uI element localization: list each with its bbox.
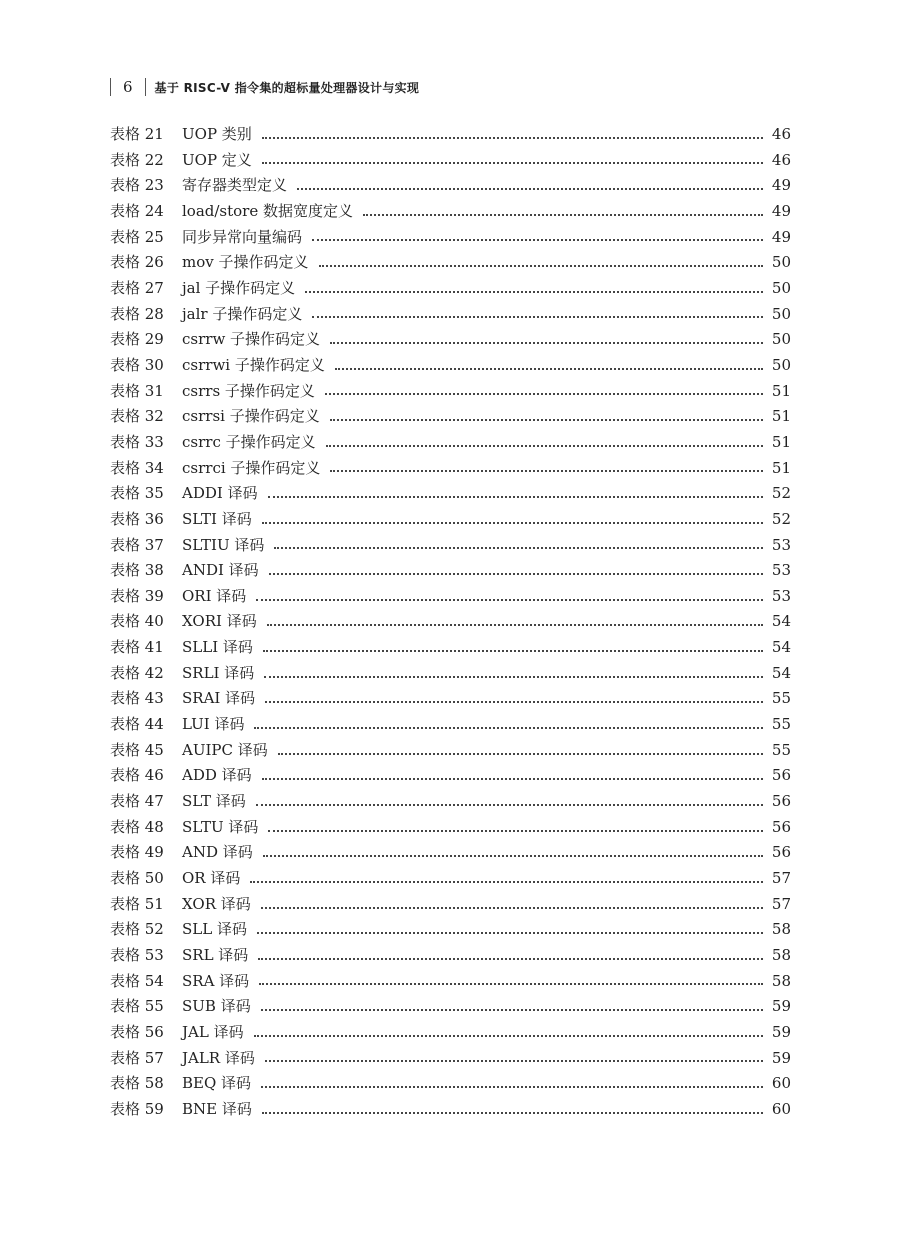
table-number: 表格 56 [110, 1022, 164, 1041]
table-of-tables [110, 122, 791, 1123]
table-caption: csrrw 子操作码定义 [182, 330, 321, 349]
dot-leader [262, 1112, 763, 1114]
page-reference: 51 [771, 432, 791, 451]
page-reference: 58 [771, 971, 791, 990]
page-reference: 57 [771, 894, 791, 913]
table-number: 表格 21 [110, 125, 164, 143]
page-reference: 56 [771, 766, 791, 785]
page-reference: 53 [771, 561, 791, 580]
dot-leader [363, 214, 763, 216]
table-caption: SLTI 译码 [182, 509, 252, 528]
dot-leader [269, 573, 763, 575]
toc-entry[interactable] [110, 507, 791, 533]
toc-entry[interactable] [110, 225, 791, 251]
page-reference: 49 [771, 201, 791, 220]
dot-leader [319, 265, 764, 267]
page-reference: 49 [771, 227, 791, 246]
table-number: 表格 55 [110, 997, 164, 1016]
toc-entry[interactable] [110, 456, 791, 482]
page-reference: 50 [771, 304, 791, 323]
page-reference: 49 [771, 176, 791, 195]
table-caption: ADD 译码 [182, 766, 252, 785]
table-number: 表格 42 [110, 663, 164, 682]
table-number: 表格 22 [110, 150, 164, 169]
page-reference: 51 [771, 458, 791, 477]
table-caption: BNE 译码 [182, 1099, 252, 1118]
dot-leader [261, 1086, 763, 1088]
page-reference: 56 [771, 817, 791, 836]
table-caption: csrrwi 子操作码定义 [182, 355, 325, 374]
page-reference: 54 [771, 612, 791, 631]
page-reference: 55 [771, 740, 791, 759]
table-number: 表格 28 [110, 304, 164, 323]
table-number: 表格 37 [110, 535, 164, 554]
table-number: 表格 49 [110, 843, 164, 862]
dot-leader [250, 881, 763, 883]
dot-leader [262, 522, 763, 524]
table-caption: 同步异常向量编码 [182, 227, 303, 246]
dot-leader [262, 778, 763, 780]
page-reference: 52 [771, 484, 791, 503]
page-reference: 52 [771, 509, 791, 528]
toc-entry[interactable] [110, 404, 791, 430]
table-number: 表格 41 [110, 638, 164, 657]
toc-entry[interactable] [110, 1071, 791, 1097]
toc-entry[interactable] [110, 173, 791, 199]
table-number: 表格 30 [110, 355, 164, 374]
table-number: 表格 59 [110, 1099, 164, 1118]
toc-entry[interactable] [110, 430, 791, 456]
dot-leader [262, 162, 763, 164]
toc-entry[interactable] [110, 302, 791, 328]
dot-leader [257, 932, 763, 934]
dot-leader [267, 624, 763, 626]
dot-leader [278, 753, 763, 755]
table-caption: SLL 译码 [182, 920, 247, 939]
book-title: 基于 RISC-V 指令集的超标量处理器设计与实现 [154, 80, 420, 95]
table-number: 表格 34 [110, 458, 164, 477]
toc-entry[interactable] [110, 481, 791, 507]
table-number: 表格 57 [110, 1048, 164, 1067]
dot-leader [261, 1009, 763, 1011]
toc-entry[interactable] [110, 917, 791, 943]
page-reference: 46 [771, 150, 791, 169]
toc-entry[interactable] [110, 1097, 791, 1123]
table-caption: UOP 类别 [182, 125, 252, 143]
table-caption: ANDI 译码 [182, 561, 259, 580]
table-caption: SRAI 译码 [182, 689, 256, 708]
toc-entry[interactable] [110, 1046, 791, 1072]
table-caption: BEQ 译码 [182, 1074, 252, 1093]
toc-entry[interactable] [110, 892, 791, 918]
page-reference: 56 [771, 843, 791, 862]
toc-entry[interactable] [110, 738, 791, 764]
table-caption: UOP 定义 [182, 150, 252, 169]
table-number: 表格 45 [110, 740, 164, 759]
page-reference: 59 [771, 997, 791, 1016]
table-caption: SLT 译码 [182, 792, 246, 811]
running-header [110, 76, 419, 98]
dot-leader [258, 958, 763, 960]
page-reference: 56 [771, 792, 791, 811]
toc-entry[interactable] [110, 969, 791, 995]
dot-leader [261, 907, 763, 909]
page-reference: 53 [771, 586, 791, 605]
toc-entry[interactable] [110, 533, 791, 559]
dot-leader [330, 470, 763, 472]
table-number: 表格 58 [110, 1074, 164, 1093]
toc-entry[interactable] [110, 327, 791, 353]
table-caption: ORI 译码 [182, 586, 247, 605]
dot-leader [259, 983, 763, 985]
table-number: 表格 29 [110, 330, 164, 349]
page-reference: 60 [771, 1099, 791, 1118]
table-caption: SLTU 译码 [182, 817, 259, 836]
table-caption: 寄存器类型定义 [182, 176, 288, 195]
dot-leader [263, 855, 763, 857]
table-number: 表格 26 [110, 253, 164, 272]
table-number: 表格 46 [110, 766, 164, 785]
table-caption: mov 子操作码定义 [182, 253, 309, 272]
table-number: 表格 40 [110, 612, 164, 631]
dot-leader [326, 445, 763, 447]
page-reference: 57 [771, 869, 791, 888]
table-caption: csrrci 子操作码定义 [182, 458, 321, 477]
table-caption: jal 子操作码定义 [182, 278, 296, 297]
table-caption: csrrc 子操作码定义 [182, 432, 316, 451]
table-caption: XOR 译码 [182, 894, 251, 913]
table-caption: ADDI 译码 [182, 484, 258, 503]
page-reference: 51 [771, 407, 791, 426]
toc-entry[interactable] [110, 558, 791, 584]
dot-leader [335, 368, 763, 370]
page-reference: 51 [771, 381, 791, 400]
dot-leader [312, 239, 763, 241]
page-reference: 60 [771, 1074, 791, 1093]
toc-entry[interactable] [110, 635, 791, 661]
dot-leader [330, 342, 763, 344]
table-caption: OR 译码 [182, 869, 241, 888]
toc-entry[interactable] [110, 276, 791, 302]
table-caption: csrrs 子操作码定义 [182, 381, 315, 400]
page-reference: 50 [771, 330, 791, 349]
table-caption: JAL 译码 [182, 1022, 244, 1041]
dot-leader [305, 291, 763, 293]
table-number: 表格 35 [110, 484, 164, 503]
table-caption: JALR 译码 [182, 1048, 255, 1067]
page-reference: 58 [771, 946, 791, 964]
dot-leader [265, 701, 763, 703]
dot-leader [330, 419, 763, 421]
page-reference: 53 [771, 535, 791, 554]
table-number: 表格 25 [110, 227, 164, 246]
toc-entry[interactable] [110, 763, 791, 789]
table-caption: load/store 数据宽度定义 [182, 201, 353, 220]
table-caption: SLLI 译码 [182, 638, 253, 657]
table-caption: XORI 译码 [182, 612, 257, 631]
page-reference: 50 [771, 253, 791, 272]
table-number: 表格 24 [110, 201, 164, 220]
dot-leader [297, 188, 763, 190]
table-caption: csrrsi 子操作码定义 [182, 407, 320, 426]
table-number: 表格 39 [110, 586, 164, 605]
table-number: 表格 38 [110, 561, 164, 580]
page-reference: 54 [771, 663, 791, 682]
toc-entry[interactable] [110, 250, 791, 276]
toc-entry[interactable] [110, 661, 791, 687]
dot-leader [312, 316, 763, 318]
table-caption: SLTIU 译码 [182, 535, 265, 554]
page-reference: 50 [771, 355, 791, 374]
dot-leader [268, 830, 763, 832]
toc-entry[interactable] [110, 840, 791, 866]
table-caption: SRLI 译码 [182, 663, 255, 682]
table-caption: AND 译码 [182, 843, 253, 862]
table-number: 表格 50 [110, 869, 164, 888]
toc-entry[interactable] [110, 584, 791, 610]
toc-entry[interactable] [110, 712, 791, 738]
page-reference: 46 [771, 125, 791, 143]
dot-leader [268, 496, 763, 498]
page-reference: 50 [771, 278, 791, 297]
table-number: 表格 54 [110, 971, 164, 990]
page-reference: 55 [771, 715, 791, 734]
toc-entry[interactable] [110, 122, 791, 148]
toc-entry[interactable] [110, 148, 791, 174]
dot-leader [256, 599, 763, 601]
table-number: 表格 44 [110, 715, 164, 734]
page-reference: 59 [771, 1022, 791, 1041]
dot-leader [263, 650, 763, 652]
table-number: 表格 43 [110, 689, 164, 708]
table-caption: AUIPC 译码 [182, 740, 268, 759]
dot-leader [274, 547, 763, 549]
toc-entry[interactable] [110, 943, 791, 969]
table-caption: SUB 译码 [182, 997, 251, 1016]
dot-leader [325, 393, 763, 395]
table-caption: SRL 译码 [182, 946, 249, 964]
table-number: 表格 33 [110, 432, 164, 451]
table-number: 表格 51 [110, 894, 164, 913]
toc-entry[interactable] [110, 1020, 791, 1046]
toc-entry[interactable] [110, 866, 791, 892]
toc-entry[interactable] [110, 789, 791, 815]
page-reference: 54 [771, 638, 791, 657]
table-number: 表格 47 [110, 792, 164, 811]
table-caption: LUI 译码 [182, 715, 245, 734]
dot-leader [262, 137, 763, 139]
table-number: 表格 31 [110, 381, 164, 400]
page-reference: 58 [771, 920, 791, 939]
dot-leader [256, 804, 763, 806]
dot-leader [264, 676, 763, 678]
toc-entry[interactable] [110, 609, 791, 635]
table-number: 表格 48 [110, 817, 164, 836]
table-number: 表格 23 [110, 176, 164, 195]
toc-entry[interactable] [110, 379, 791, 405]
header-divider [110, 78, 111, 96]
toc-entry[interactable] [110, 199, 791, 225]
toc-entry[interactable] [110, 994, 791, 1020]
table-caption: jalr 子操作码定义 [182, 304, 303, 323]
table-number: 表格 53 [110, 946, 164, 964]
header-divider [145, 78, 146, 96]
page-reference: 59 [771, 1048, 791, 1067]
table-caption: SRA 译码 [182, 971, 250, 990]
table-number: 表格 27 [110, 278, 164, 297]
table-number: 表格 32 [110, 407, 164, 426]
dot-leader [254, 727, 763, 729]
toc-entry[interactable] [110, 686, 791, 712]
table-number: 表格 52 [110, 920, 164, 939]
table-number: 表格 36 [110, 509, 164, 528]
page-number: 6 [123, 78, 133, 96]
dot-leader [265, 1060, 763, 1062]
toc-entry[interactable] [110, 353, 791, 379]
page-reference: 55 [771, 689, 791, 708]
toc-entry[interactable] [110, 815, 791, 841]
dot-leader [254, 1035, 763, 1037]
